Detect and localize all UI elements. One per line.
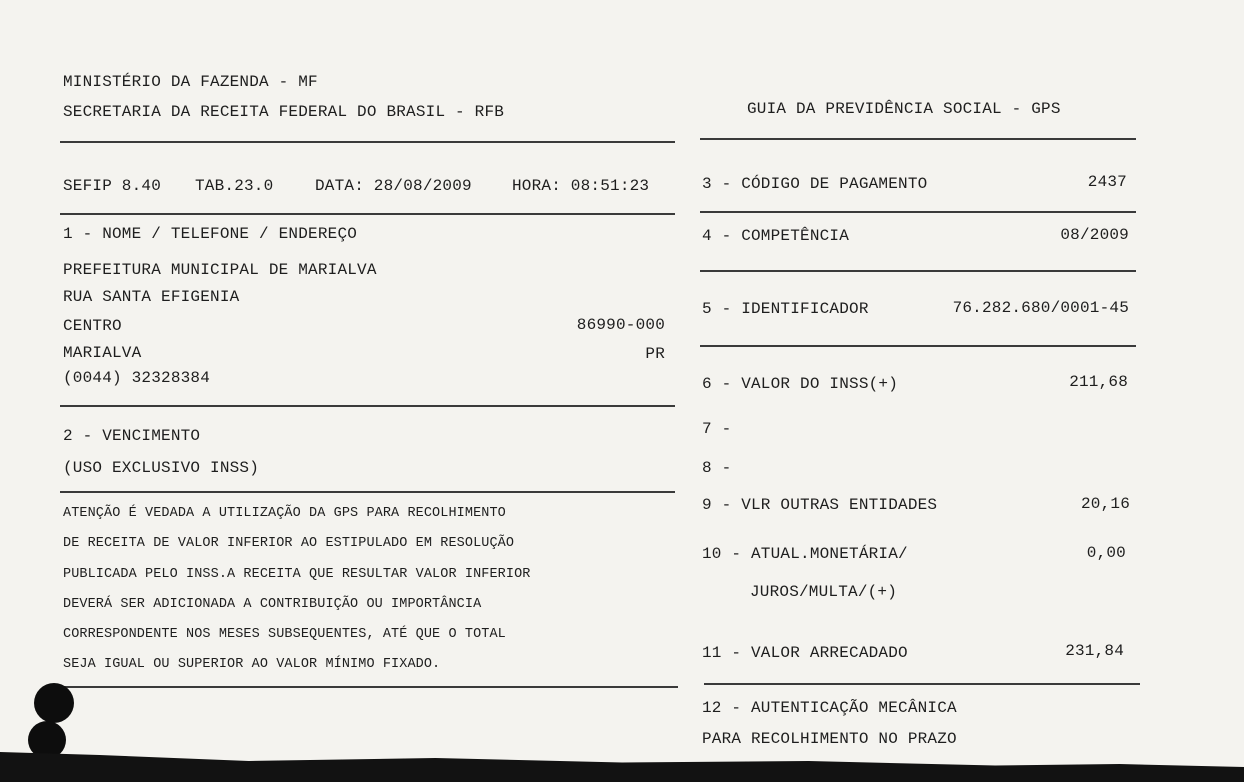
field-6-label: 6 - VALOR DO INSS(+) bbox=[702, 375, 899, 393]
print-date: DATA: 28/08/2009 bbox=[315, 177, 472, 195]
table-version: TAB.23.0 bbox=[195, 177, 274, 195]
taxpayer-phone: (0044) 32328384 bbox=[63, 369, 211, 387]
taxpayer-state: PR bbox=[645, 345, 665, 363]
divider bbox=[60, 405, 675, 407]
form-title: GUIA DA PREVIDÊNCIA SOCIAL - GPS bbox=[747, 100, 1061, 118]
field-7-label: 7 - bbox=[702, 420, 732, 438]
taxpayer-street: RUA SANTA EFIGENIA bbox=[63, 288, 240, 306]
notice-line: DEVERÁ SER ADICIONADA A CONTRIBUIÇÃO OU IMPORTÂNCIA bbox=[63, 597, 482, 612]
monetary-update-value: 0,00 bbox=[1086, 544, 1126, 562]
taxpayer-district: CENTRO bbox=[63, 317, 122, 335]
identifier-value: 76.282.680/0001-45 bbox=[952, 299, 1129, 317]
torn-bottom-edge bbox=[0, 752, 1244, 782]
ministry-title: MINISTÉRIO DA FAZENDA - MF bbox=[63, 73, 318, 91]
divider bbox=[700, 211, 1136, 213]
notice-line: DE RECEITA DE VALOR INFERIOR AO ESTIPULADO EM RESOLUÇÃO bbox=[63, 536, 515, 551]
due-date-value: (USO EXCLUSIVO INSS) bbox=[63, 459, 260, 477]
taxpayer-name: PREFEITURA MUNICIPAL DE MARIALVA bbox=[63, 261, 377, 279]
field-12-label-cont: PARA RECOLHIMENTO NO PRAZO bbox=[702, 730, 957, 748]
notice-line: PUBLICADA PELO INSS.A RECEITA QUE RESULTAR VALOR INFERIOR bbox=[63, 567, 531, 582]
divider bbox=[60, 213, 675, 215]
secretariat-title: SECRETARIA DA RECEITA FEDERAL DO BRASIL - RFB bbox=[63, 103, 505, 121]
competence-value: 08/2009 bbox=[1060, 226, 1129, 244]
notice-line: SEJA IGUAL OU SUPERIOR AO VALOR MÍNIMO FIXADO. bbox=[63, 657, 441, 672]
notice-line: ATENÇÃO É VEDADA A UTILIZAÇÃO DA GPS PARA RECOLHIMENTO bbox=[63, 506, 506, 521]
notice-line: CORRESPONDENTE NOS MESES SUBSEQUENTES, ATÉ QUE O TOTAL bbox=[63, 627, 506, 642]
field-5-label: 5 - IDENTIFICADOR bbox=[702, 300, 869, 318]
divider bbox=[704, 683, 1140, 685]
taxpayer-city: MARIALVA bbox=[63, 344, 142, 362]
field-8-label: 8 - bbox=[702, 459, 732, 477]
divider bbox=[700, 270, 1136, 272]
punch-hole bbox=[34, 683, 74, 723]
taxpayer-cep: 86990-000 bbox=[576, 316, 665, 334]
field-3-label: 3 - CÓDIGO DE PAGAMENTO bbox=[702, 175, 928, 193]
field-12-label: 12 - AUTENTICAÇÃO MECÂNICA bbox=[702, 699, 957, 717]
total-collected-value: 231,84 bbox=[1065, 642, 1124, 660]
divider bbox=[700, 138, 1136, 140]
field-9-label: 9 - VLR OUTRAS ENTIDADES bbox=[702, 496, 938, 514]
divider bbox=[60, 141, 675, 143]
field-1-label: 1 - NOME / TELEFONE / ENDEREÇO bbox=[63, 225, 358, 243]
field-11-label: 11 - VALOR ARRECADADO bbox=[702, 644, 908, 662]
divider bbox=[700, 345, 1136, 347]
inss-value: 211,68 bbox=[1069, 373, 1128, 391]
payment-code: 2437 bbox=[1087, 173, 1127, 191]
field-2-label: 2 - VENCIMENTO bbox=[63, 427, 201, 445]
other-entities-value: 20,16 bbox=[1080, 495, 1130, 513]
field-4-label: 4 - COMPETÊNCIA bbox=[702, 227, 850, 245]
field-10-label-cont: JUROS/MULTA/(+) bbox=[750, 583, 898, 601]
print-time: HORA: 08:51:23 bbox=[512, 177, 650, 195]
divider bbox=[60, 686, 678, 688]
sefip-version: SEFIP 8.40 bbox=[63, 177, 162, 195]
divider bbox=[60, 491, 675, 493]
field-10-label: 10 - ATUAL.MONETÁRIA/ bbox=[702, 545, 908, 563]
